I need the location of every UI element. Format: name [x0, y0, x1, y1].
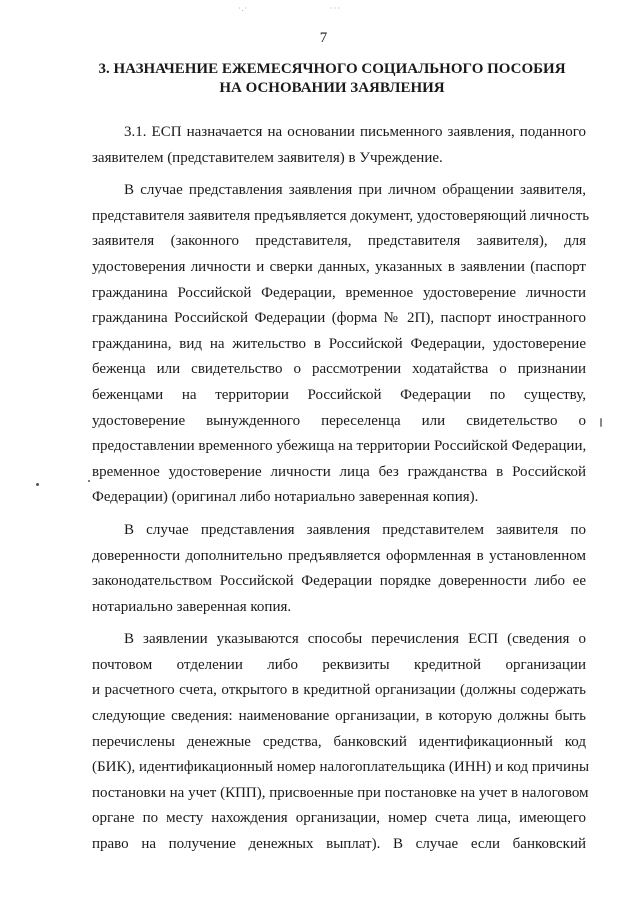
paragraph [92, 120, 586, 171]
text-line: В случае представления заявления представителем заявителя по [124, 521, 586, 538]
text-line: (БИК), идентификационный номер налогоплательщика (ИНН) и код причины [92, 759, 590, 776]
text-line: удостоверения личности и сверки данных, указанных в заявлении (паспорт [92, 258, 586, 275]
document-body [92, 120, 590, 858]
text-line: заявителя (законного представителя, представителя заявителя), для [92, 233, 586, 250]
text-line: и расчетного счета, открытого в кредитной организации (должны содержать [92, 682, 586, 699]
paragraph [92, 518, 586, 620]
scan-artifact: ·.· [238, 4, 249, 13]
section-heading-line: НА ОСНОВАНИИ ЗАЯВЛЕНИЯ [219, 80, 445, 96]
text-line: гражданина Российской Федерации (форма № 2П), паспорт иностранного [92, 310, 586, 327]
text-line: постановки на учет (КПП), присвоенные при постановке на учет в налоговом [92, 784, 589, 801]
text-line: В заявлении указываются способы перечисления ЕСП (сведения о [124, 631, 586, 648]
text-line: В случае представления заявления при личном обращении заявителя, [124, 182, 586, 199]
section-heading-line: 3. НАЗНАЧЕНИЕ ЕЖЕМЕСЯЧНОГО СОЦИАЛЬНОГО ПОСОБИЯ [98, 61, 566, 77]
text-line: Федерации) (оригинал либо нотариально заверенная копия). [92, 489, 479, 506]
scan-speck [600, 418, 602, 427]
scan-speck [36, 483, 39, 486]
scan-speck [88, 480, 90, 482]
page-number: 7 [319, 30, 328, 46]
paragraph [92, 178, 590, 511]
text-line: нотариально заверенная копия. [92, 598, 292, 615]
text-line: предоставлении временного убежища на территории Российской Федерации, [92, 438, 587, 455]
text-line: почтовом отделении либо реквизиты кредитной организации [92, 656, 586, 673]
paragraph [92, 627, 590, 857]
text-line: следующие сведения: наименование организации, в которую должны быть [92, 708, 586, 725]
text-line: беженцами на территории Российской Федерации по существу, [92, 386, 586, 403]
text-line: органе по месту нахождения организации, номер счета лица, имеющего [92, 810, 586, 827]
text-line: право на получение денежных выплат). В случае если банковский [92, 836, 586, 853]
scan-artifact: ··· [330, 4, 341, 13]
text-line: доверенности дополнительно предъявляется оформленная в установленном [92, 547, 586, 564]
text-line: гражданина, вид на жительство в Российской Федерации, удостоверение [92, 335, 586, 352]
text-line: представителя заявителя предъявляется документ, удостоверяющий личность [92, 207, 590, 224]
text-line: удостоверение вынужденного переселенца или свидетельство о [92, 412, 586, 429]
text-line: законодательством Российской Федерации порядке доверенности либо ее [92, 573, 586, 590]
text-line: заявителем (представителем заявителя) в Учреждение. [92, 149, 443, 166]
section-heading [92, 60, 572, 98]
text-line: 3.1. ЕСП назначается на основании письменного заявления, поданного [124, 124, 586, 140]
text-line: гражданина Российской Федерации, временное удостоверение личности [92, 284, 586, 301]
text-line: беженца или свидетельство о рассмотрении ходатайства о признании [92, 361, 586, 378]
text-line: временное удостоверение личности лица без гражданства в Российской [92, 463, 586, 480]
text-line: перечислены денежные средства, банковский идентификационный код [92, 733, 586, 750]
